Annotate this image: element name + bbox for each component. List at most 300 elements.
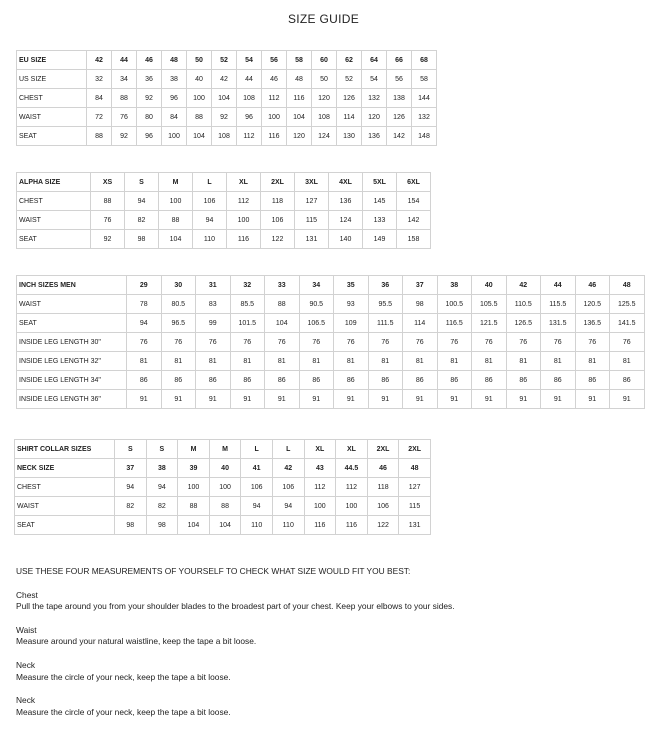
table-row: [17, 192, 431, 211]
table-cell: 76: [541, 333, 576, 352]
table-cell: 86: [127, 371, 162, 390]
instruction-neck: [16, 660, 486, 683]
row-label-cell: CHEST: [17, 89, 87, 108]
table-cell: 120.5: [575, 295, 610, 314]
table-cell: 86: [575, 371, 610, 390]
table-cell: 94: [193, 211, 227, 230]
table-cell: 38: [437, 276, 472, 295]
table-cell: 42: [87, 51, 112, 70]
table-cell: 91: [610, 390, 645, 409]
table-cell: 76: [91, 211, 125, 230]
table-cell: 112: [227, 192, 261, 211]
table-cell: 76: [437, 333, 472, 352]
row-label-cell: WAIST: [17, 211, 91, 230]
instruction-heading: Waist: [16, 624, 37, 635]
table-cell: 86: [299, 371, 334, 390]
table-cell: 86: [161, 371, 196, 390]
table-cell: 34: [112, 70, 137, 89]
table-cell: 110.5: [506, 295, 541, 314]
row-label-cell: NECK SIZE: [15, 459, 115, 478]
table-cell: 90.5: [299, 295, 334, 314]
table-cell: 68: [412, 51, 437, 70]
table-row: [17, 333, 645, 352]
table-cell: 5XL: [363, 173, 397, 192]
table-cell: 124: [329, 211, 363, 230]
table-cell: 114: [403, 314, 438, 333]
table-cell: 126.5: [506, 314, 541, 333]
table-cell: 142: [387, 127, 412, 146]
table-cell: 42: [272, 459, 304, 478]
row-label-cell: SEAT: [15, 516, 115, 535]
table-cell: 145: [363, 192, 397, 211]
table-cell: 127: [295, 192, 329, 211]
table-cell: 100: [336, 497, 368, 516]
row-label-cell: INCH SIZES MEN: [17, 276, 127, 295]
table-cell: 44: [112, 51, 137, 70]
table-cell: 115.5: [541, 295, 576, 314]
table-cell: 48: [399, 459, 431, 478]
table-cell: 66: [387, 51, 412, 70]
table-cell: 92: [212, 108, 237, 127]
table-cell: 81: [403, 352, 438, 371]
table-cell: 91: [472, 390, 507, 409]
table-row: [17, 295, 645, 314]
table-cell: 101.5: [230, 314, 265, 333]
table-cell: 111.5: [368, 314, 403, 333]
table-cell: 92: [91, 230, 125, 249]
table-cell: 62: [337, 51, 362, 70]
table-cell: 99: [196, 314, 231, 333]
table-cell: 76: [127, 333, 162, 352]
table-cell: 91: [368, 390, 403, 409]
table-row: [15, 478, 431, 497]
table-cell: 112: [262, 89, 287, 108]
table-cell: 38: [146, 459, 178, 478]
table-cell: 92: [112, 127, 137, 146]
table-header-row: [17, 51, 437, 70]
table-cell: 94: [125, 192, 159, 211]
table-cell: M: [178, 440, 210, 459]
alpha-size-table: [16, 172, 431, 249]
table-cell: 46: [137, 51, 162, 70]
table-cell: 2XL: [261, 173, 295, 192]
instruction-neck-repeat: [16, 695, 486, 718]
table-cell: 42: [212, 70, 237, 89]
table-cell: 76: [112, 108, 137, 127]
table-cell: 58: [412, 70, 437, 89]
page-title: SIZE GUIDE: [287, 12, 359, 26]
table-cell: 83: [196, 295, 231, 314]
table-cell: 106: [241, 478, 273, 497]
table-cell: 76: [265, 333, 300, 352]
table-cell: 91: [541, 390, 576, 409]
table-cell: 34: [299, 276, 334, 295]
table-cell: 91: [161, 390, 196, 409]
table-cell: 104: [187, 127, 212, 146]
table-cell: 48: [162, 51, 187, 70]
table-cell: 76: [610, 333, 645, 352]
table-cell: 86: [334, 371, 369, 390]
table-cell: 86: [265, 371, 300, 390]
table-cell: 46: [367, 459, 399, 478]
table-cell: 46: [262, 70, 287, 89]
table-cell: S: [146, 440, 178, 459]
table-row: [17, 211, 431, 230]
table-cell: 94: [241, 497, 273, 516]
table-cell: 130: [337, 127, 362, 146]
table-cell: 81: [299, 352, 334, 371]
table-cell: 32: [230, 276, 265, 295]
table-cell: 106.5: [299, 314, 334, 333]
table-cell: 116: [262, 127, 287, 146]
table-cell: 84: [162, 108, 187, 127]
table-cell: 106: [367, 497, 399, 516]
table-cell: 3XL: [295, 173, 329, 192]
table-cell: 136: [362, 127, 387, 146]
row-label-cell: SHIRT COLLAR SIZES: [15, 440, 115, 459]
table-cell: 81: [610, 352, 645, 371]
table-cell: S: [115, 440, 147, 459]
table-cell: 29: [127, 276, 162, 295]
instructions-intro: USE THESE FOUR MEASUREMENTS OF YOURSELF TO CHECK WHAT SIZE WOULD FIT YOU BEST:: [16, 566, 411, 576]
table-cell: 76: [506, 333, 541, 352]
table-cell: 42: [506, 276, 541, 295]
row-label-cell: INSIDE LEG LENGTH 34": [17, 371, 127, 390]
table-cell: 33: [265, 276, 300, 295]
row-label-cell: INSIDE LEG LENGTH 30": [17, 333, 127, 352]
table-cell: XL: [304, 440, 336, 459]
row-label-cell: INSIDE LEG LENGTH 36": [17, 390, 127, 409]
table-cell: 112: [237, 127, 262, 146]
table-cell: 136: [329, 192, 363, 211]
table-row: [17, 230, 431, 249]
table-cell: 76: [472, 333, 507, 352]
instruction-text: Pull the tape around you from your shoulder blades to the broadest part of your chest. Keep your elbows to your sides.: [16, 601, 455, 612]
table-cell: 48: [287, 70, 312, 89]
table-cell: 95.5: [368, 295, 403, 314]
table-cell: 127: [399, 478, 431, 497]
table-cell: 116: [304, 516, 336, 535]
table-cell: 88: [91, 192, 125, 211]
table-cell: M: [209, 440, 241, 459]
table-cell: 104: [287, 108, 312, 127]
table-cell: XL: [227, 173, 261, 192]
table-cell: 58: [287, 51, 312, 70]
table-cell: 115: [399, 497, 431, 516]
table-cell: 44: [541, 276, 576, 295]
table-cell: 142: [397, 211, 431, 230]
table-cell: 96: [237, 108, 262, 127]
table-cell: 118: [261, 192, 295, 211]
table-cell: 86: [403, 371, 438, 390]
table-cell: 104: [212, 89, 237, 108]
table-row: [17, 371, 645, 390]
table-cell: 110: [241, 516, 273, 535]
table-cell: 86: [541, 371, 576, 390]
table-cell: 98: [115, 516, 147, 535]
instruction-text: Measure around your natural waistline, keep the tape a bit loose.: [16, 636, 257, 647]
table-cell: 138: [387, 89, 412, 108]
table-cell: 76: [161, 333, 196, 352]
table-cell: 100: [209, 478, 241, 497]
table-cell: 50: [187, 51, 212, 70]
table-cell: 76: [403, 333, 438, 352]
table-cell: 104: [265, 314, 300, 333]
table-cell: 88: [187, 108, 212, 127]
table-cell: 88: [87, 127, 112, 146]
row-label-cell: WAIST: [17, 295, 127, 314]
table-cell: 37: [115, 459, 147, 478]
table-cell: 81: [541, 352, 576, 371]
table-cell: 52: [212, 51, 237, 70]
table-cell: 93: [334, 295, 369, 314]
table-cell: 141.5: [610, 314, 645, 333]
table-cell: L: [241, 440, 273, 459]
table-cell: 144: [412, 89, 437, 108]
table-cell: XL: [336, 440, 368, 459]
table-cell: 76: [368, 333, 403, 352]
table-row: [15, 497, 431, 516]
table-cell: 131.5: [541, 314, 576, 333]
table-cell: 84: [87, 89, 112, 108]
row-label-cell: US SIZE: [17, 70, 87, 89]
table-cell: 91: [127, 390, 162, 409]
table-cell: 40: [187, 70, 212, 89]
inch-sizes-men-table: [16, 275, 645, 409]
table-cell: 76: [575, 333, 610, 352]
row-label-cell: CHEST: [17, 192, 91, 211]
row-label-cell: ALPHA SIZE: [17, 173, 91, 192]
table-cell: 31: [196, 276, 231, 295]
table-cell: 37: [403, 276, 438, 295]
table-cell: 54: [362, 70, 387, 89]
table-cell: 116: [287, 89, 312, 108]
row-label-cell: WAIST: [15, 497, 115, 516]
table-cell: 94: [272, 497, 304, 516]
table-cell: 86: [472, 371, 507, 390]
table-cell: 38: [162, 70, 187, 89]
table-cell: 48: [610, 276, 645, 295]
table-cell: 88: [112, 89, 137, 108]
table-cell: 81: [265, 352, 300, 371]
table-cell: 76: [334, 333, 369, 352]
instruction-heading: Neck: [16, 659, 36, 670]
table-cell: 88: [159, 211, 193, 230]
table-cell: 76: [299, 333, 334, 352]
table-cell: 36: [368, 276, 403, 295]
table-cell: 98: [146, 516, 178, 535]
table-cell: 85.5: [230, 295, 265, 314]
table-cell: S: [125, 173, 159, 192]
table-cell: 136.5: [575, 314, 610, 333]
table-cell: 100.5: [437, 295, 472, 314]
table-cell: 100: [159, 192, 193, 211]
table-cell: 125.5: [610, 295, 645, 314]
table-cell: 114: [337, 108, 362, 127]
table-cell: 133: [363, 211, 397, 230]
row-label-cell: CHEST: [15, 478, 115, 497]
table-cell: 64: [362, 51, 387, 70]
table-cell: 2XL: [367, 440, 399, 459]
table-cell: 108: [237, 89, 262, 108]
table-cell: 81: [230, 352, 265, 371]
table-cell: 46: [575, 276, 610, 295]
table-cell: 86: [437, 371, 472, 390]
table-cell: 43: [304, 459, 336, 478]
measurement-instructions: [16, 566, 486, 730]
table-cell: 81: [127, 352, 162, 371]
table-cell: 76: [230, 333, 265, 352]
table-cell: 81: [368, 352, 403, 371]
table-cell: 91: [575, 390, 610, 409]
table-row: [15, 459, 431, 478]
table-cell: 82: [115, 497, 147, 516]
table-cell: 104: [178, 516, 210, 535]
table-cell: XS: [91, 173, 125, 192]
table-cell: 131: [399, 516, 431, 535]
table-cell: 100: [304, 497, 336, 516]
table-header-row: [17, 173, 431, 192]
table-cell: 112: [304, 478, 336, 497]
table-row: [17, 352, 645, 371]
table-cell: 30: [161, 276, 196, 295]
table-cell: 104: [159, 230, 193, 249]
table-cell: 158: [397, 230, 431, 249]
instruction-text: Measure the circle of your neck, keep the tape a bit loose.: [16, 671, 231, 682]
table-cell: 78: [127, 295, 162, 314]
table-cell: 118: [367, 478, 399, 497]
table-cell: 88: [209, 497, 241, 516]
table-cell: 100: [187, 89, 212, 108]
table-cell: 44.5: [336, 459, 368, 478]
table-cell: 86: [230, 371, 265, 390]
table-cell: 52: [337, 70, 362, 89]
table-cell: 98: [403, 295, 438, 314]
table-cell: 80: [137, 108, 162, 127]
table-cell: 100: [178, 478, 210, 497]
table-cell: 154: [397, 192, 431, 211]
table-cell: 41: [241, 459, 273, 478]
row-label-cell: SEAT: [17, 230, 91, 249]
instruction-waist: [16, 625, 486, 648]
table-cell: 81: [575, 352, 610, 371]
table-cell: 109: [334, 314, 369, 333]
table-cell: 54: [237, 51, 262, 70]
table-cell: 131: [295, 230, 329, 249]
table-cell: 120: [312, 89, 337, 108]
table-cell: 50: [312, 70, 337, 89]
table-cell: 82: [125, 211, 159, 230]
table-cell: 122: [367, 516, 399, 535]
table-cell: 39: [178, 459, 210, 478]
table-cell: 82: [146, 497, 178, 516]
table-cell: 86: [368, 371, 403, 390]
table-cell: 116.5: [437, 314, 472, 333]
table-cell: 91: [506, 390, 541, 409]
table-cell: 108: [212, 127, 237, 146]
table-cell: 91: [334, 390, 369, 409]
table-cell: 91: [230, 390, 265, 409]
table-cell: 148: [412, 127, 437, 146]
table-cell: 120: [287, 127, 312, 146]
table-cell: 132: [362, 89, 387, 108]
table-cell: 110: [272, 516, 304, 535]
table-cell: 56: [262, 51, 287, 70]
table-cell: 86: [610, 371, 645, 390]
table-cell: 88: [178, 497, 210, 516]
table-cell: 96: [137, 127, 162, 146]
instruction-heading: Neck: [16, 695, 36, 706]
instruction-text: Measure the circle of your neck, keep the tape a bit loose.: [16, 706, 231, 717]
table-cell: L: [272, 440, 304, 459]
table-cell: 115: [295, 211, 329, 230]
table-cell: 40: [472, 276, 507, 295]
table-cell: 40: [209, 459, 241, 478]
table-cell: 60: [312, 51, 337, 70]
table-cell: 36: [137, 70, 162, 89]
table-cell: 116: [227, 230, 261, 249]
table-cell: 112: [336, 478, 368, 497]
table-cell: 94: [115, 478, 147, 497]
table-cell: 120: [362, 108, 387, 127]
shirt-collar-sizes-table: [14, 439, 431, 535]
table-cell: 81: [506, 352, 541, 371]
table-cell: 88: [265, 295, 300, 314]
table-header-row: [15, 440, 431, 459]
table-cell: 100: [262, 108, 287, 127]
table-cell: 76: [196, 333, 231, 352]
table-cell: 110: [193, 230, 227, 249]
table-cell: 100: [227, 211, 261, 230]
table-cell: 116: [336, 516, 368, 535]
table-cell: 81: [196, 352, 231, 371]
table-row: [17, 89, 437, 108]
table-cell: M: [159, 173, 193, 192]
eu-size-table: [16, 50, 437, 146]
row-label-cell: INSIDE LEG LENGTH 32": [17, 352, 127, 371]
table-cell: 6XL: [397, 173, 431, 192]
instruction-chest: [16, 590, 486, 613]
row-label-cell: SEAT: [17, 314, 127, 333]
table-cell: 124: [312, 127, 337, 146]
table-cell: 140: [329, 230, 363, 249]
table-cell: 86: [506, 371, 541, 390]
table-cell: 86: [196, 371, 231, 390]
table-cell: 104: [209, 516, 241, 535]
table-cell: 91: [403, 390, 438, 409]
table-cell: 56: [387, 70, 412, 89]
table-cell: 126: [387, 108, 412, 127]
table-cell: 106: [193, 192, 227, 211]
table-cell: 94: [127, 314, 162, 333]
table-cell: 81: [334, 352, 369, 371]
table-cell: 108: [312, 108, 337, 127]
table-cell: 81: [161, 352, 196, 371]
table-cell: L: [193, 173, 227, 192]
table-cell: 91: [265, 390, 300, 409]
table-cell: 91: [196, 390, 231, 409]
table-cell: 92: [137, 89, 162, 108]
table-row: [15, 516, 431, 535]
table-cell: 81: [437, 352, 472, 371]
table-cell: 91: [437, 390, 472, 409]
table-row: [17, 390, 645, 409]
table-cell: 132: [412, 108, 437, 127]
instruction-heading: Chest: [16, 589, 38, 600]
table-cell: 149: [363, 230, 397, 249]
table-row: [17, 127, 437, 146]
row-label-cell: SEAT: [17, 127, 87, 146]
